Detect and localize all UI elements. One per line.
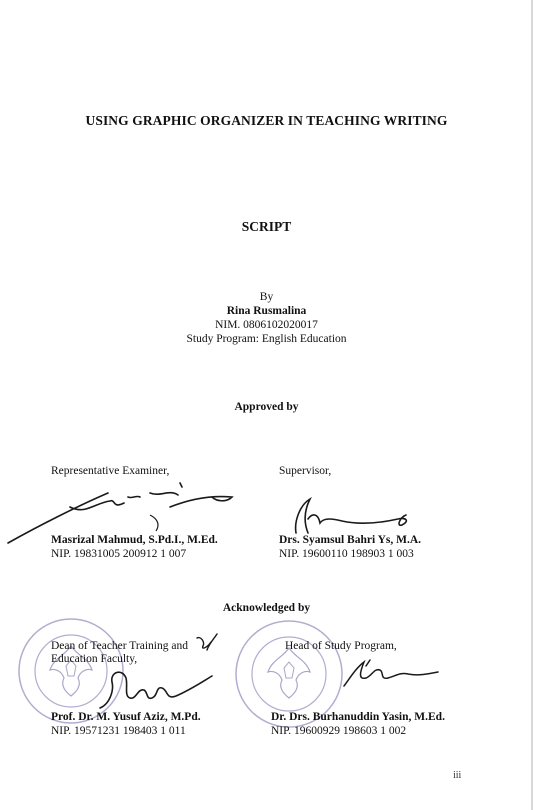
examiner-nip: NIP. 19831005 200912 1 007 [51,548,187,560]
author-nim: NIM. 0806102020017 [215,319,318,331]
dean-role-line2: Education Faculty, [51,653,138,665]
head-nip: NIP. 19600929 198603 1 002 [271,725,407,737]
supervisor-role: Supervisor, [279,465,332,477]
supervisor-name: Drs. Syamsul Bahri Ys, M.A. [279,534,422,546]
dean-role-line1: Dean of Teacher Training and [51,640,188,652]
dean-nip: NIP. 19571231 198403 1 011 [51,725,186,737]
examiner-name: Masrizal Mahmud, S.Pd.I., M.Ed. [51,534,218,546]
approved-by-heading: Approved by [234,401,299,413]
supervisor-nip: NIP. 19600110 198903 1 003 [279,548,414,560]
by-label: By [259,291,274,303]
head-signature [340,652,440,692]
study-program: Study Program: English Education [186,333,347,345]
head-name: Dr. Drs. Burhanuddin Yasin, M.Ed. [271,711,445,723]
acknowledged-by-heading: Acknowledged by [222,602,311,614]
dean-signature [96,664,216,712]
dean-paraf [195,632,219,660]
dean-name: Prof. Dr. M. Yusuf Aziz, M.Pd. [51,711,201,723]
page-number: iii [453,770,462,781]
examiner-role: Representative Examiner, [51,465,170,477]
supervisor-signature [280,493,420,538]
document-title: USING GRAPHIC ORGANIZER IN TEACHING WRITING [85,113,448,128]
document-type: SCRIPT [241,219,292,234]
head-role: Head of Study Program, [285,640,397,652]
author-name: Rina Rusmalina [226,305,307,317]
